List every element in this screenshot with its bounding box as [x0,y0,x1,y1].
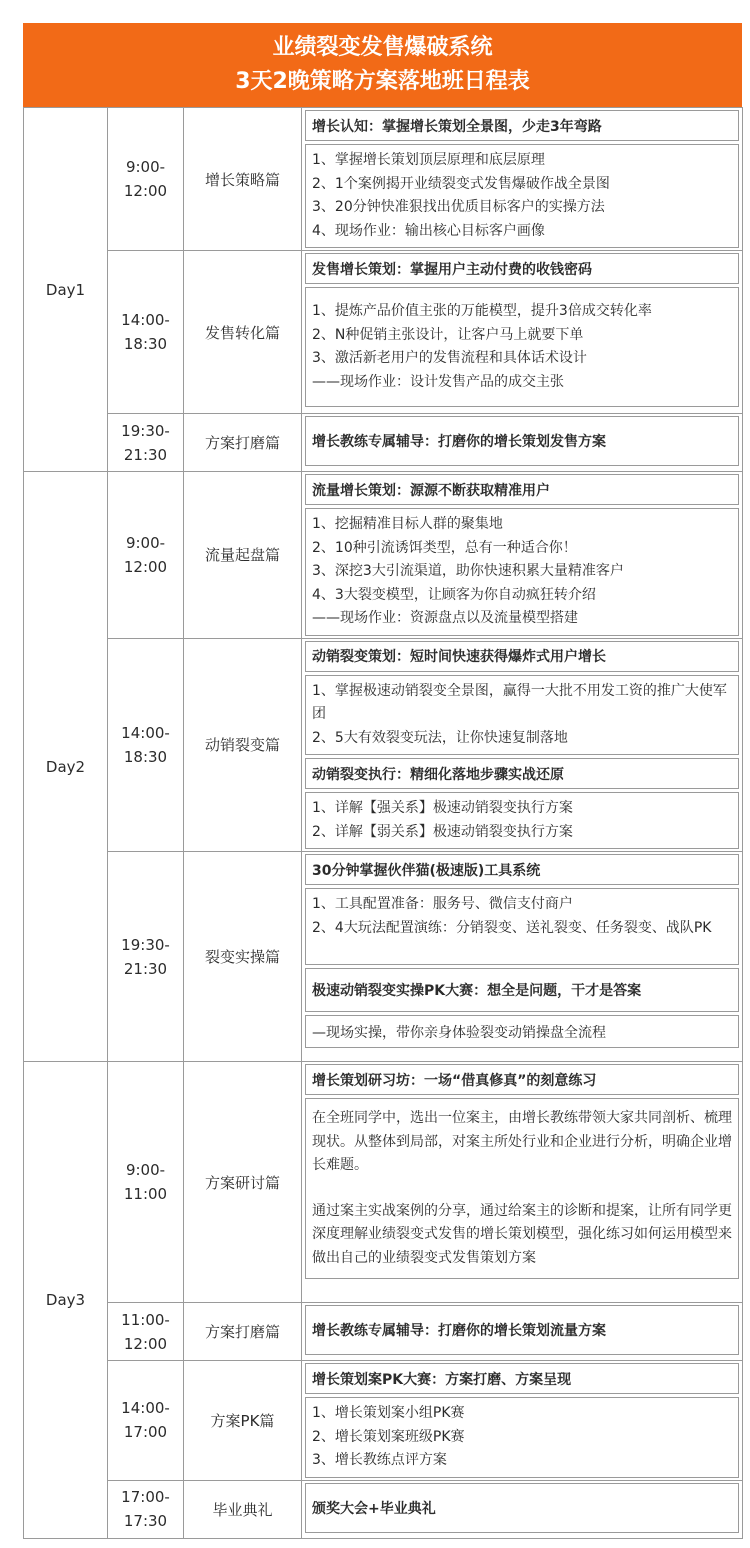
session-time [108,108,184,251]
time-start: 19:30- [121,935,170,954]
block-heading: 增长策划研习坊：一场“借真修真”的刻意练习 [305,1064,739,1095]
schedule-table [23,107,743,1539]
session-module: 方案打磨篇 [184,414,302,472]
session-content [302,1480,743,1538]
time-start: 14:00- [121,723,170,742]
day-label: Day1 [24,108,108,472]
session-time [108,1361,184,1481]
table-row [24,1062,743,1303]
table-row [24,108,743,251]
session-content [302,1303,743,1361]
block-heading: 颁奖大会+毕业典礼 [305,1483,739,1533]
session-content [302,414,743,472]
session-time [108,1062,184,1303]
time-end: 17:30 [123,1512,168,1530]
list-item: 1、掌握极速动销裂变全景图，赢得一大批不用发工资的推广大使军团 [312,682,727,722]
list-item: 3、深挖3大引流渠道，助你快速积累大量精准客户 [312,563,624,579]
list-item: 2、5大有效裂变玩法，让你快速复制落地 [312,729,568,746]
list-item: ——现场作业：资源盘点以及流量模型搭建 [312,610,578,626]
list-item: 2、N种促销主张设计，让客户马上就要下单 [312,326,584,343]
list-item: 1、挖掘精准目标人群的聚集地 [312,516,503,532]
session-time [108,472,184,639]
time-start: 19:30- [121,421,170,440]
session-time [108,1480,184,1538]
session-time [108,638,184,852]
time-end: 17:00 [123,1423,168,1442]
time-end: 12:00 [123,557,168,576]
block-heading: 极速动销裂变实操PK大赛：想全是问题，干才是答案 [305,968,739,1012]
session-content [302,638,743,852]
session-time [108,251,184,414]
block-body [305,1098,739,1279]
list-item: 1、增长策划案小组PK赛 [312,1405,465,1421]
session-module: 方案打磨篇 [184,1303,302,1361]
table-row [24,1480,743,1538]
session-module: 裂变实操篇 [184,852,302,1062]
time-start: 14:00- [121,311,170,329]
session-module: 方案PK篇 [184,1361,302,1481]
schedule-page [23,23,742,1539]
list-item: 2、10种引流诱饵类型，总有一种适合你！ [312,539,577,556]
block-body [305,675,739,756]
time-start: 9:00- [125,158,166,176]
block-body [305,1015,739,1048]
time-end: 11:00 [123,1185,168,1203]
list-item: 2、详解【弱关系】极速动销裂变执行方案 [312,823,573,840]
paragraph: 通过案主实战案例的分享，通过给案主的诊断和提案，让所有同学更深度理解业绩裂变式发售的增长策划模型，强化练习如何运用模型来做出自己的业绩裂变式发售策划方案 [312,1202,732,1266]
time-end: 18:30 [123,747,168,766]
list-item: 1、提炼产品价值主张的万能模型，提升3倍成交转化率 [312,303,652,319]
day-label: Day3 [24,1062,108,1539]
day-label: Day2 [24,472,108,1062]
table-row [24,251,743,414]
session-module: 发售转化篇 [184,251,302,414]
list-item: 3、增长教练点评方案 [312,1452,447,1468]
block-heading: 30分钟掌握伙伴猫(极速版)工具系统 [305,854,739,885]
time-start: 14:00- [121,1399,170,1418]
session-content [302,852,743,1062]
block-heading: 增长教练专属辅导：打磨你的增长策划发售方案 [305,416,739,466]
paragraph-spacer [312,1178,732,1200]
block-heading: 动销裂变执行：精细化落地步骤实战还原 [305,758,739,789]
list-item: 4、现场作业：输出核心目标客户画像 [312,222,545,239]
session-content [302,108,743,251]
table-row [24,638,743,852]
block-body [305,792,739,849]
time-end: 18:30 [123,335,168,353]
time-end: 12:00 [123,182,168,200]
time-start: 11:00- [121,1310,170,1329]
block-body [305,1397,739,1478]
block-heading: 增长教练专属辅导：打磨你的增长策划流量方案 [305,1305,739,1355]
session-content [302,1062,743,1303]
list-item: 4、3大裂变模型，让顾客为你自动疯狂转介绍 [312,586,596,603]
header-title-line2: 3天2晚策略方案落地班日程表 [235,69,530,94]
block-heading: 增长认知：掌握增长策划全景图，少走3年弯路 [305,110,739,141]
block-body [305,287,739,407]
time-start: 9:00- [125,533,166,552]
table-row [24,852,743,1062]
time-end: 21:30 [123,959,168,978]
table-row [24,414,743,472]
list-item: 3、20分钟快准狠找出优质目标客户的实操方法 [312,199,605,215]
time-end: 21:30 [123,445,168,464]
block-body [305,888,739,965]
session-module: 方案研讨篇 [184,1062,302,1303]
list-item: 1、详解【强关系】极速动销裂变执行方案 [312,800,573,816]
time-start: 9:00- [125,1161,166,1179]
session-module: 增长策略篇 [184,108,302,251]
session-module: 毕业典礼 [184,1480,302,1538]
time-start: 17:00- [121,1488,170,1506]
paragraph: 在全班同学中，选出一位案主，由增长教练带领大家共同剖析、梳理现状。从整体到局部，对案主所处行业和企业进行分析，明确企业增长难题。 [312,1110,732,1173]
list-item: 2、1个案例揭开业绩裂变式发售爆破作战全景图 [312,175,610,192]
list-item: ——现场作业：设计发售产品的成交主张 [312,373,564,390]
list-item: 1、工具配置准备：服务号、微信支付商户 [312,896,573,912]
session-content [302,251,743,414]
session-module: 流量起盘篇 [184,472,302,639]
session-content [302,1361,743,1481]
block-body [305,508,739,636]
list-item: 2、4大玩法配置演练：分销裂变、送礼裂变、任务裂变、战队PK [312,919,712,936]
block-heading: 流量增长策划：源源不断获取精准用户 [305,474,739,505]
time-end: 12:00 [123,1334,168,1353]
session-content [302,472,743,639]
session-time [108,852,184,1062]
block-heading: 动销裂变策划：短时间快速获得爆炸式用户增长 [305,641,739,672]
session-module: 动销裂变篇 [184,638,302,852]
table-row [24,1303,743,1361]
block-body [305,144,739,248]
session-time [108,414,184,472]
table-row [24,1361,743,1481]
block-heading: 增长策划案PK大赛：方案打磨、方案呈现 [305,1363,739,1394]
session-time [108,1303,184,1361]
list-item: 3、激活新老用户的发售流程和具体话术设计 [312,350,587,366]
header-title-line1: 业绩裂变发售爆破系统 [272,35,493,60]
schedule-header [23,23,742,107]
list-item: 2、增长策划案班级PK赛 [312,1428,465,1445]
table-row [24,472,743,639]
list-item: —现场实操，带你亲身体验裂变动销操盘全流程 [312,1025,606,1041]
block-heading: 发售增长策划：掌握用户主动付费的收钱密码 [305,253,739,284]
list-item: 1、掌握增长策划顶层原理和底层原理 [312,152,545,168]
